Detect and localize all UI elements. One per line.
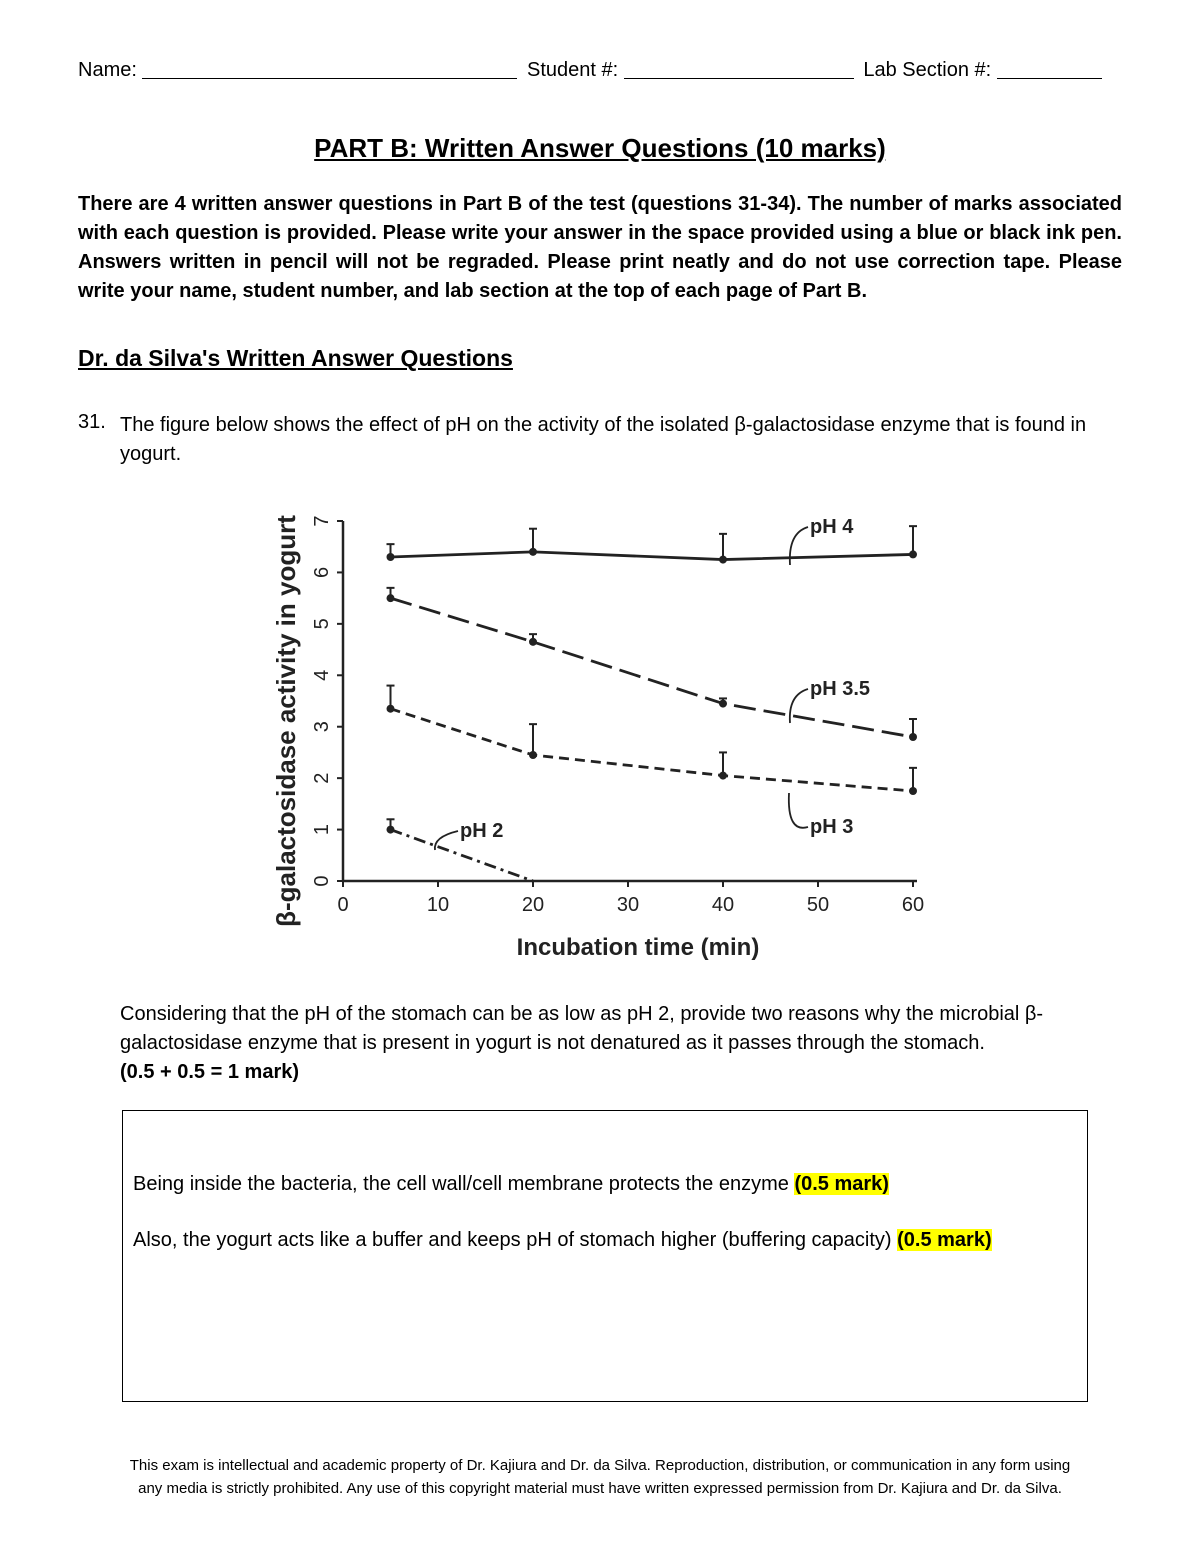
question-number: 31. xyxy=(78,411,106,433)
y-tick-label: 4 xyxy=(311,669,333,681)
data-point xyxy=(719,772,727,780)
data-point xyxy=(909,787,917,795)
x-axis-label: Incubation time (min) xyxy=(516,934,760,961)
y-tick-label: 5 xyxy=(311,618,333,630)
question-prompt-text: Considering that the pH of the stomach can be as low as pH 2, provide two reasons why the microbial β-galactosidase enzyme that is present in yogurt is not denatured as it passes through the stomach. xyxy=(120,1003,1044,1054)
x-tick-label: 30 xyxy=(616,894,640,916)
y-tick-label: 1 xyxy=(311,824,333,836)
data-point xyxy=(529,751,537,759)
series-label-pointer xyxy=(790,527,808,565)
instructions: There are 4 written answer questions in Part B of the test (questions 31-34). The number of marks associated with each question is provided. Please write your answer in the space provided using a blue or black ink pen. Answers written in pencil will not be regraded. Please print neatly and do not use correction tape. Please write your name, student number, and lab section at the top of each page of Part B. xyxy=(78,193,1122,302)
data-point xyxy=(719,700,727,708)
data-point xyxy=(529,638,537,646)
answer-line-1 xyxy=(133,1173,889,1196)
student-label: Student #: xyxy=(527,59,619,81)
answer-2-mark: (0.5 mark) xyxy=(897,1229,992,1251)
answer-line-2 xyxy=(133,1229,992,1252)
answer-box[interactable] xyxy=(122,1110,1088,1402)
data-point xyxy=(529,548,537,556)
series-label: pH 4 xyxy=(810,516,854,538)
series-label-pointer xyxy=(789,793,808,828)
question-marks: (0.5 + 0.5 = 1 mark) xyxy=(120,1061,300,1083)
y-tick-label: 7 xyxy=(311,515,333,527)
x-tick-label: 10 xyxy=(426,894,450,916)
footer-line-2: any media is strictly prohibited. Any use of this copyright material must have written expressed permission from Dr. Kajiura and Dr. da Silva. xyxy=(138,1480,1062,1497)
y-axis-label: β-galactosidase activity in yogurt xyxy=(271,515,301,927)
section-heading: Dr. da Silva's Written Answer Questions xyxy=(78,345,513,371)
student-blank[interactable] xyxy=(624,58,854,79)
data-point xyxy=(387,826,395,834)
data-point xyxy=(719,556,727,564)
y-tick-label: 6 xyxy=(311,566,333,578)
footer-line-1: This exam is intellectual and academic property of Dr. Kajiura and Dr. da Silva. Reproduction, distribution, or communication in any form using xyxy=(129,1457,1071,1474)
series-line xyxy=(391,552,914,560)
answer-2-text: Also, the yogurt acts like a buffer and keeps pH of stomach higher (buffering capacity) xyxy=(133,1229,898,1251)
name-blank[interactable] xyxy=(142,58,517,79)
lab-section-blank[interactable] xyxy=(997,58,1102,79)
series-line xyxy=(391,709,914,791)
answer-1-mark: (0.5 mark) xyxy=(794,1173,889,1195)
data-point xyxy=(387,553,395,561)
series-label: pH 3.5 xyxy=(810,678,871,700)
x-tick-label: 0 xyxy=(337,894,349,916)
series-line xyxy=(391,598,914,737)
data-point xyxy=(387,705,395,713)
y-tick-label: 2 xyxy=(311,772,333,784)
lab-section-label: Lab Section #: xyxy=(863,59,992,81)
series-label: pH 3 xyxy=(810,816,854,838)
page-title: PART B: Written Answer Questions (10 marks) xyxy=(314,133,886,163)
y-tick-label: 3 xyxy=(311,721,333,733)
x-tick-label: 40 xyxy=(711,894,735,916)
x-tick-label: 50 xyxy=(806,894,830,916)
copyright-footer xyxy=(60,1454,1140,1500)
header-fields xyxy=(78,58,1102,82)
x-tick-label: 20 xyxy=(521,894,545,916)
data-point xyxy=(387,594,395,602)
name-label: Name: xyxy=(78,59,137,81)
y-tick-label: 0 xyxy=(311,875,333,887)
data-point xyxy=(909,550,917,558)
series-label: pH 2 xyxy=(460,820,504,842)
answer-1-text: Being inside the bacteria, the cell wall/cell membrane protects the enzyme xyxy=(133,1173,795,1195)
data-point xyxy=(909,733,917,741)
question-text: The figure below shows the effect of pH on the activity of the isolated β-galactosidase enzyme that is found in yogurt. xyxy=(120,414,1087,465)
question-prompt xyxy=(120,1000,1120,1087)
x-tick-label: 60 xyxy=(901,894,925,916)
ph-activity-chart xyxy=(265,485,945,965)
